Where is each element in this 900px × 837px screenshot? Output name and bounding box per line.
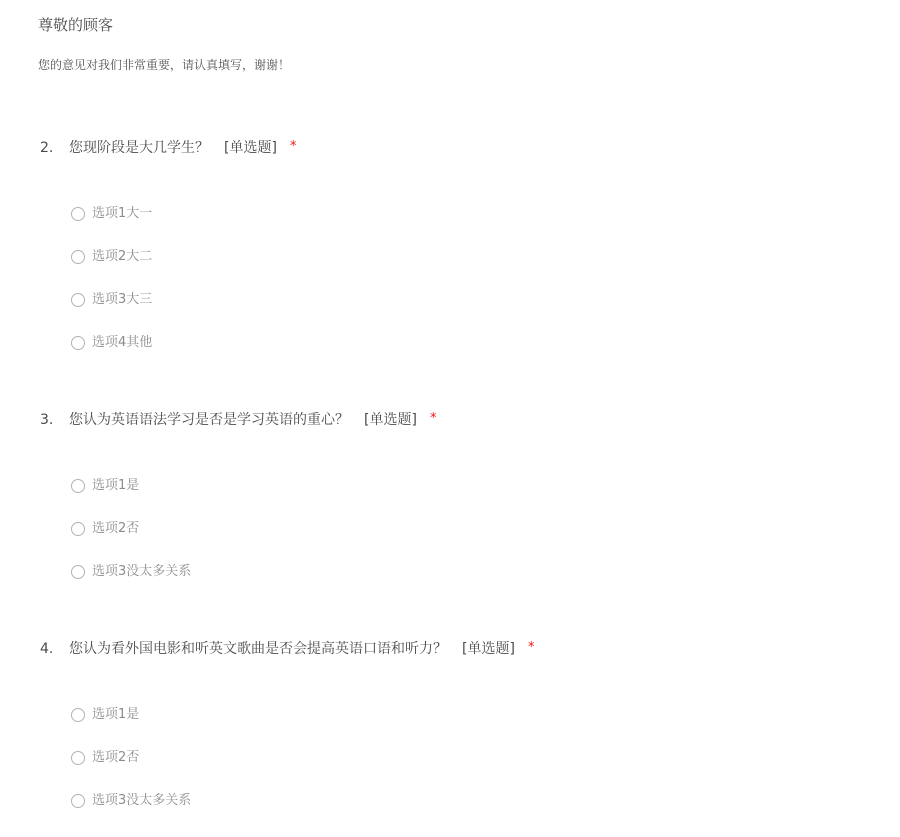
radio-icon[interactable] — [71, 522, 85, 536]
question-type-label: [单选题] — [224, 140, 277, 156]
question-header — [40, 139, 870, 158]
options-list — [71, 708, 870, 808]
question-type-label: [单选题] — [462, 641, 515, 657]
option-row[interactable] — [71, 293, 870, 307]
question-text: 您认为英语语法学习是否是学习英语的重心？ — [69, 412, 349, 428]
radio-icon[interactable] — [71, 293, 85, 307]
radio-icon[interactable] — [71, 479, 85, 493]
question-block-2 — [40, 139, 870, 379]
radio-icon[interactable] — [71, 708, 85, 722]
option-label: 选项3没太多关系 — [92, 793, 192, 808]
option-row[interactable] — [71, 565, 870, 579]
required-asterisk: * — [527, 640, 535, 655]
option-row[interactable] — [71, 794, 870, 808]
question-number: 3. — [40, 412, 54, 428]
question-number: 4. — [40, 641, 54, 657]
radio-icon[interactable] — [71, 794, 85, 808]
radio-icon[interactable] — [71, 207, 85, 221]
option-label: 选项1是 — [92, 707, 140, 722]
radio-icon[interactable] — [71, 565, 85, 579]
option-row[interactable] — [71, 336, 870, 350]
question-block-4 — [40, 640, 870, 837]
question-type-label: [单选题] — [364, 412, 417, 428]
question-header — [40, 640, 870, 659]
option-label: 选项3大三 — [92, 292, 153, 307]
option-label: 选项4其他 — [92, 335, 153, 350]
option-row[interactable] — [71, 250, 870, 264]
question-header — [40, 411, 870, 430]
option-row[interactable] — [71, 207, 870, 221]
options-list — [71, 479, 870, 579]
required-asterisk: * — [289, 139, 297, 154]
option-row[interactable] — [71, 751, 870, 765]
option-label: 选项2大二 — [92, 249, 153, 264]
option-row[interactable] — [71, 479, 870, 493]
page-subtitle: 您的意见对我们非常重要，请认真填写，谢谢！ — [38, 58, 291, 72]
question-block-3 — [40, 411, 870, 608]
page-title: 尊敬的顾客 — [38, 16, 114, 34]
radio-icon[interactable] — [71, 751, 85, 765]
option-label: 选项2否 — [92, 750, 140, 765]
option-label: 选项1大一 — [92, 206, 153, 221]
required-asterisk: * — [429, 411, 437, 426]
options-list — [71, 207, 870, 350]
radio-icon[interactable] — [71, 336, 85, 350]
option-row[interactable] — [71, 708, 870, 722]
option-label: 选项1是 — [92, 478, 140, 493]
question-text: 您现阶段是大几学生？ — [69, 140, 209, 156]
option-label: 选项2否 — [92, 521, 140, 536]
radio-icon[interactable] — [71, 250, 85, 264]
question-text: 您认为看外国电影和听英文歌曲是否会提高英语口语和听力？ — [69, 641, 447, 657]
option-label: 选项3没太多关系 — [92, 564, 192, 579]
option-row[interactable] — [71, 522, 870, 536]
question-number: 2. — [40, 140, 54, 156]
